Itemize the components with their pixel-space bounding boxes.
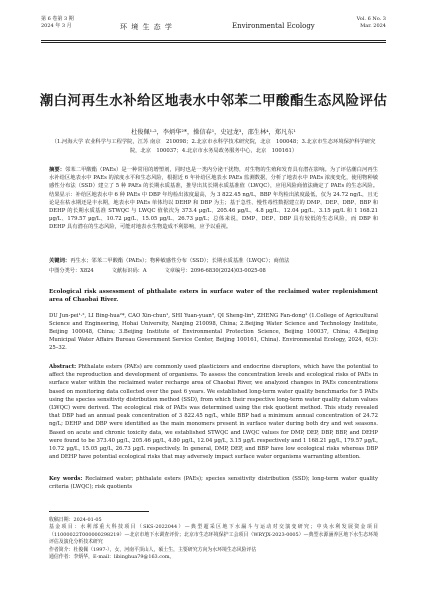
- header-rule-top: [41, 40, 386, 41]
- abstract-en: [49, 363, 378, 461]
- volume-cn: 第 6 卷第 3 期: [41, 16, 74, 22]
- volume-en: Vol. 6 No. 3: [356, 16, 386, 22]
- funding-note: 基金项目：水利部重大科技项目（SKS-2022044）—典型超采区地下水漏斗与运动对交演变研究；中央水利发展资金项目（11000022T000000298219）—北京市地下水调查评价；北京市生态环境保护工会项目（WRYJX-2023-0005）—典型水源涵养区地下水生态环境评估及演化分析技术研究: [49, 524, 378, 546]
- header-rule-bottom: [41, 42, 386, 43]
- abstract-text-en: Phthalate esters (PAEs) are commonly used plasticizers and endocrine disruptors, which have the potential to affect the reproduction and development of organisms. To assess the concentration levels and ecological risks of PAEs in surface water within the reclaimed water recharge area of Chaobai River, we analyzed changes in PAEs concentrations based on monitoring data collected over the past 6 years. We established long-term water quality benchmarks for 5 PAEs using the species sensitivity distribution method (SSD), from which their respective long-term water quality datum values (LWQC) were derived. The ecological risk of PAEs was determined using the risk quotient method. This study revealed that DBP had an annual peak concentration of 3 822.45 ng/L, while BBP had a minimum annual concentration of 24.72 ng/L; DEHP and DBP were identified as the main monomers present in surface water during both dry and wet seasons. Based on acute and chronic toxicity data, we established STWQC and LWQC values for DMP, DEP, DBP, BBP, and DEHP were found to be 373.40 µg/L, 205.46 µg/L, 4.80 µg/L, 12.04 µg/L, 3.15 µg/L respectively and 1 168.21 µg/L, 179.57 µg/L, 10.72 µg/L, 15.05 µg/L, 26.73 µg/L respectively. In general, DMP, DEP, and BBP have low ecological risks whereas DBP and DEHP have potential ecological risks that may adversely impact surface water organisms warranting attention.: [49, 364, 378, 461]
- keywords-text-cn: 再生水；邻苯二甲酸酯（PAEs）；物种敏感性分布（SSD）；长期水质基准（LWQC）；商值法: [70, 258, 290, 264]
- paper-title-en: Ecological risk assessment of phthalate esters in surface water of the reclaimed water replenishment area of Chaobai River.: [49, 289, 378, 303]
- article-number: 文章编号：2096-6830(2024)03-0025-08: [164, 268, 266, 274]
- journal-name-cn: 环 境 生 态 学: [120, 23, 173, 31]
- header-right: [326, 16, 386, 38]
- abstract-cn: [49, 166, 378, 232]
- keywords-en: [49, 475, 378, 491]
- corresponding-author: 通信作者：李炳华，E-mail：libinghua79@163.com。: [49, 554, 175, 561]
- keywords-text-en: Reclaimed water; phthalate esters (PAEs); species sensitivity distribution (SSD); long-term water quality criteria (LWQC); risk quotients: [49, 476, 378, 491]
- received-date: 收稿日期：2024-01-05: [49, 517, 102, 523]
- document-code: 文献标识码：A: [111, 268, 147, 274]
- keywords-label-en: Key words:: [49, 476, 83, 482]
- classification-line: [49, 267, 378, 274]
- date-en: Mar. 2024: [360, 22, 386, 29]
- keywords-cn: [49, 256, 378, 264]
- paper-title-cn: 潮白河再生水补给区地表水中邻苯二甲酸酯生态风险评估: [39, 93, 388, 109]
- keywords-label-cn: 关键词：: [49, 258, 71, 264]
- journal-name-en: Environmental Ecology: [232, 22, 315, 30]
- author-affiliations-en: DU Jun-pei¹·², LI Bing-hua²*, CAO Xin-chun¹, SHI Yuan-yuan³, QI Sheng-lin⁴, ZHENG Fan-dong¹ (1.College of Agricultural Science and Engineering, Hohai University, Nanjing 210098, China; 2.Beijing Water Science and Technology Institute, Beijing 100048, China; 3.Beijing Institute of Environmental Protection Science, Beijing 100037, China; 4.Beijing Municipal Water Affairs Bureau Government Service Center, Beijing 100161, China). Environmental Ecology, 2024, 6(3): 25–32.: [49, 313, 378, 351]
- abstract-label-cn: 摘要：: [49, 167, 66, 173]
- abstract-label-en: Abstract:: [49, 364, 77, 370]
- clc-number: 中图分类号：X824: [49, 268, 94, 274]
- author-list-cn: 杜俊佩¹·²，李炳华²*，操信春¹，史冠龙³，邵生林⁴，郑凡东¹: [131, 129, 296, 136]
- date-cn: 2024 年 3 月: [41, 22, 72, 29]
- abstract-text-cn: 邻苯二甲酸酯（PAEs）是一种常用的增塑剂，同时也是一类内分泌干扰物，对生物的生殖和发育具有潜在影响。为了评估潮白河再生水补给区地表水中 PAEs 的浓度水平和生态风险，根据近 6 年补给区地表水 PAEs 监测数据，分析了地表水中 PAEs 浓度变化，使用物种敏感性分布法（SSD）建立了 5 种 PAEs 的长期水质基准，推导出其长期水质基准值（LWQC），应用风险商值法确定了 PAEs 的生态风险。结果显示：补给区地表水中 6 种 PAEs 中 DBP 年均检出浓度最高，为 3 822.45 ng/L，BBP 年均检出浓度最低，仅为 24.72 ng/L，且无论是在枯水期还是丰水期，地表水中 PAEs 单体均以 DEHP 和 DBP 为主；基于急性、慢性毒性数据建立的 DMP、DEP、DBP、BBP 和 DEHP 的长期水质基准 STWQC 与 LWQC 值依次为 373.4 µg/L、205.46 µg/L、4.8 µg/L、12.04 µg/L、3.15 µg/L 和 1 168.21 µg/L、179.57 µg/L、10.72 µg/L、15.05 µg/L、26.73 µg/L；总体来说，DMP、DEP、DBP 具有较低的生态风险，而 DBP 和 DEHP 具有潜在的生态风险，可能对地表水生物造成不利影响，应予以重视。: [49, 167, 378, 231]
- header-left: [41, 16, 101, 38]
- author-bio: 作者简介：杜俊佩（1997-），女，河南平顶山人，硕士生，主要研究方向为水环境生态风险评估: [49, 546, 257, 553]
- footnote-block: [49, 517, 378, 561]
- affiliations-cn: （1.河海大学 农业科学与工程学院，江苏 南京 210098；2.北京市水科学技术研究院，北京 100048；3.北京市生态环境保护科学研究院，北京 100037；4.北京市水务局政务服务中心，北京 100161）: [51, 139, 376, 154]
- footnote-rule: [49, 511, 149, 512]
